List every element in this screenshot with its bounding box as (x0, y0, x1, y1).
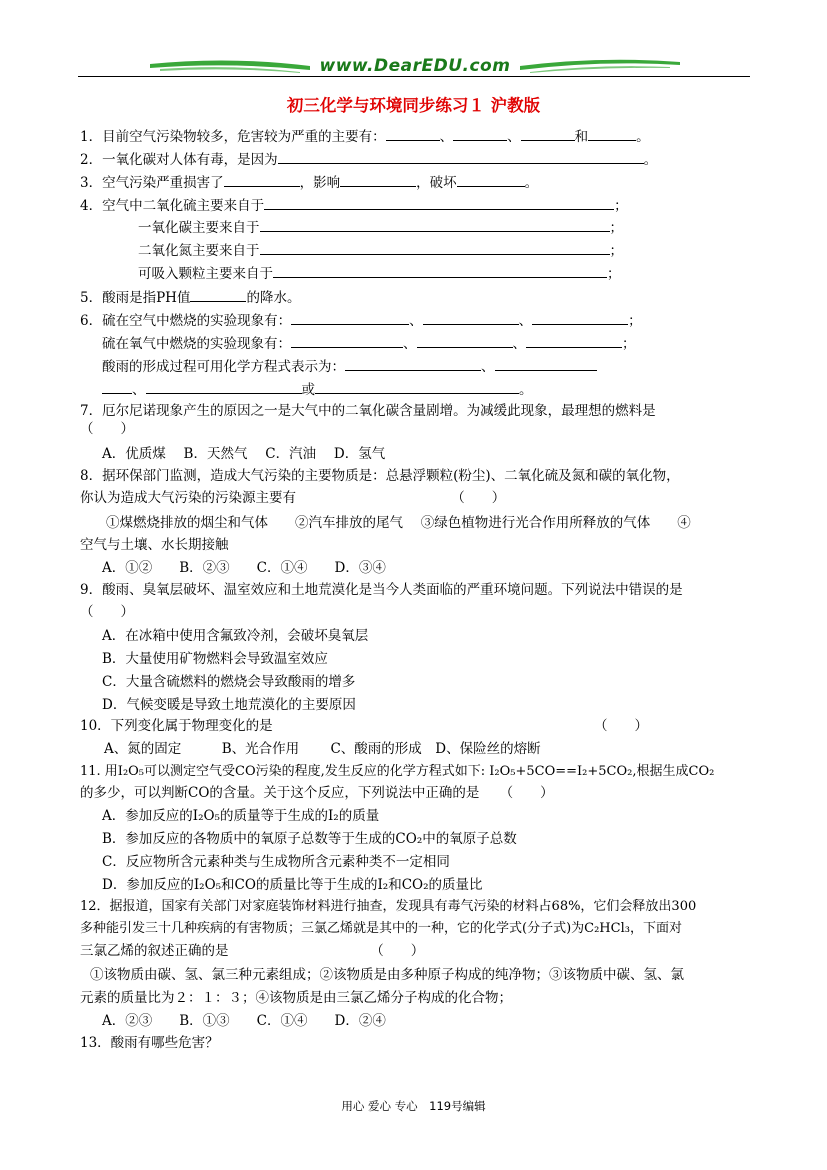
header-rule (78, 76, 750, 77)
question-11-option-c: C．反应物所含元素种类与生成物所含元素种类不一定相同 (102, 854, 450, 870)
question-4-pm: 可吸入颗粒主要来自于 ； (138, 263, 621, 283)
question-9-option-a: A．在冰箱中使用含氟致冷剂，会破坏臭氧层 (102, 628, 369, 644)
question-10-options: A、氮的固定 B、光合作用 C、酸雨的形成 D、保险丝的熔断 (104, 741, 541, 757)
logo-text: www.DearEDU.com (319, 56, 511, 76)
blank[interactable] (457, 172, 525, 187)
question-6-acid-rain: 酸雨的形成过程可用化学方程式表示为： 、 (102, 356, 597, 376)
question-4-no2: 二氧化氮主要来自于 ； (138, 240, 623, 260)
blank[interactable] (417, 333, 513, 348)
question-12-line2: 多种能引发三十几种疾病的有害物质；三氯乙烯就是其中的一种，它的化学式(分子式)为C₂HCl₃，下面对 (80, 921, 682, 936)
question-9-option-d: D．气候变暖是导致土地荒漠化的主要原因 (102, 697, 356, 713)
question-9-option-b: B．大量使用矿物燃料会导致温室效应 (102, 651, 328, 667)
blank[interactable] (521, 126, 575, 141)
question-4: 4．空气中二氧化硫主要来自于 ； (80, 195, 628, 215)
blank[interactable] (224, 172, 300, 187)
question-12-options: A．②③ B．①③ C．①④ D．②④ (102, 1013, 386, 1029)
question-9: 9．酸雨、臭氧层破坏、温室效应和土地荒漠化是当今人类面临的严重环境问题。下列说法中错误的是 (80, 582, 683, 598)
blank[interactable] (146, 379, 302, 394)
question-11-line2: 的多少，可以判断CO的含量。关于这个反应，下列说法中正确的是 （ ） (80, 785, 554, 801)
question-3: 3．空气污染严重损害了 ，影响 ，破坏 。 (80, 172, 538, 192)
question-8-items: ①煤燃烧排放的烟尘和气体 ②汽车排放的尾气 ③绿色植物进行光合作用所释放的气体 ④ (106, 515, 691, 531)
question-11-option-a: A．参加反应的I₂O₅的质量等于生成的I₂的质量 (102, 808, 380, 824)
blank[interactable] (453, 126, 507, 141)
question-10-bracket: （ ） (594, 718, 648, 734)
page-footer: 用心 爱心 专心 119号编辑 (341, 1099, 486, 1113)
question-2: 2．一氧化碳对人体有毒，是因为 。 (80, 149, 657, 169)
blank[interactable] (386, 126, 440, 141)
question-8-options: A．①② B．②③ C．①④ D．③④ (102, 560, 386, 576)
blank[interactable] (102, 379, 132, 394)
blank[interactable] (532, 310, 628, 325)
blank[interactable] (260, 240, 610, 255)
page-title: 初三化学与环境同步练习１ 沪教版 (286, 96, 541, 115)
question-11-option-d: D．参加反应的I₂O₅和CO的质量比等于生成的I₂和CO₂的质量比 (102, 877, 483, 893)
question-9-option-c: C．大量含硫燃料的燃烧会导致酸雨的增多 (102, 674, 356, 690)
question-7-options: A．优质煤 B．天然气 C．汽油 D．氢气 (102, 446, 386, 462)
question-8-line2: 你认为造成大气污染的污染源主要有 （ ） (80, 490, 506, 506)
blank[interactable] (291, 333, 403, 348)
question-8: 8．据环保部门监测，造成大气污染的主要物质是：总悬浮颗粒(粉尘)、二氧化硫及氮和碳的氧化物， (80, 468, 680, 484)
dearedu-logo (150, 52, 680, 82)
blank[interactable] (190, 287, 246, 302)
question-11: 11. 用I₂O₅可以测定空气受CO污染的程度,发生反应的化学方程式如下: I₂O₅+5CO==I₂+5CO₂,根据生成CO₂ (80, 764, 715, 779)
question-1: 1．目前空气污染物较多，危害较为严重的主要有： 、 、 和 。 (80, 126, 650, 146)
question-13: 13．酸雨有哪些危害？ (80, 1035, 219, 1051)
question-10: 10．下列变化属于物理变化的是 (80, 718, 273, 734)
blank[interactable] (264, 195, 614, 210)
blank[interactable] (345, 356, 481, 371)
question-7: 7．厄尔尼诺现象产生的原因之一是大气中的二氧化碳含量剧增。为减缓此现象，最理想的燃料是 (80, 403, 656, 419)
question-6-oxygen: 硫在氧气中燃烧的实验现象有： 、 、 ； (102, 333, 636, 353)
question-12-line3: 三氯乙烯的叙述正确的是 （ ） (80, 943, 425, 959)
question-12-statements: ①该物质由碳、氢、氯三种元素组成；②该物质是由多种原子构成的纯净物；③该物质中碳、氢、氯 (90, 967, 684, 983)
blank[interactable] (260, 217, 610, 232)
blank[interactable] (315, 379, 519, 394)
blank[interactable] (340, 172, 416, 187)
question-6-acid-rain-2: 、 或 。 (102, 379, 533, 399)
blank[interactable] (273, 263, 607, 278)
blank[interactable] (291, 310, 409, 325)
question-12: 12．据报道，国家有关部门对家庭装饰材料进行抽查，发现具有毒气污染的材料占68%，它们会释放出300 (80, 899, 697, 914)
blank[interactable] (278, 149, 644, 164)
blank[interactable] (423, 310, 519, 325)
question-7-bracket: （ ） (80, 421, 134, 437)
question-9-bracket: （ ） (80, 604, 134, 620)
question-12-statements-2: 元素的质量比为２：１：３；④该物质是由三氯乙烯分子构成的化合物； (80, 990, 512, 1006)
question-8-items-2: 空气与土壤、水长期接触 (80, 537, 229, 553)
question-11-option-b: B．参加反应的各物质中的氧原子总数等于生成的CO₂中的氧原子总数 (102, 831, 517, 847)
question-5: 5．酸雨是指PH值 的降水。 (80, 287, 300, 307)
question-6: 6．硫在空气中燃烧的实验现象有： 、 、 ； (80, 310, 642, 330)
blank[interactable] (588, 126, 636, 141)
blank[interactable] (526, 333, 622, 348)
question-4-co: 一氧化碳主要来自于 ； (138, 217, 623, 237)
blank[interactable] (495, 356, 597, 371)
